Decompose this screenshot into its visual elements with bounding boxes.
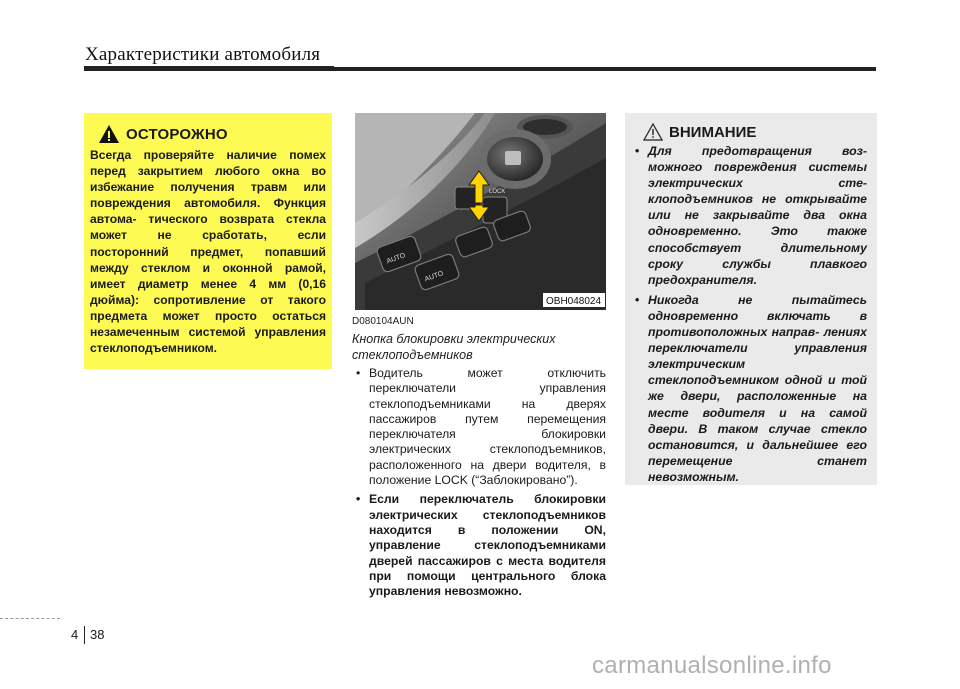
section-caption: D080104AUN (352, 316, 414, 327)
warning-heading: ОСТОРОЖНО (126, 125, 228, 143)
warning-text: Всегда проверяйте наличие помех перед закрытием любого окна во избежание получения травм или повреждения автомобиля. Функция автома- тического возврата стекла может не сработать, если посторонний предмет, попавший между стеклом и оконной рамой, имеет диаметр менее 4 мм (0,16 дюйма): сопротивление от такого предмета может просто остаться незамеченным системой управления стеклоподъемником. (90, 148, 326, 356)
caution-heading: ВНИМАНИЕ (669, 123, 757, 141)
chapter-number: 4 (71, 627, 79, 642)
auto-label-1: AUTO (385, 252, 407, 266)
figure-code: OBH048024 (546, 296, 602, 307)
warning-header (98, 121, 326, 147)
section-title: Кнопка блокировки электрических стеклоподъемников (352, 332, 556, 362)
auto-label-2: AUTO (423, 270, 445, 284)
lock-label: LOCK (489, 189, 506, 195)
body-item-2: • Если переключатель блокировки электрических стеклоподъемников находится в положении ON, управление стеклоподъемниками дверей пассажиров с места водителя при помощи центрального блока управления невозможно. (352, 492, 606, 599)
window-switch-photo (355, 113, 606, 310)
warning-box (84, 113, 332, 369)
warning-triangle-icon (98, 124, 120, 144)
header-title: Характеристики автомобиля (85, 44, 321, 65)
watermark: carmanualsonline.info (592, 652, 832, 679)
header-rule-accent (84, 66, 334, 71)
page-number: 38 (90, 627, 105, 642)
caution-item-1: • Для предотвращения воз- можного повреждения системы электрических сте- клоподъемников не открывайте или не закрывайте два окна одновременно. Это также способствует длительному сроку службы плавкого предохранителя. (635, 143, 867, 288)
caution-header (643, 121, 867, 143)
page-divider (84, 626, 85, 644)
caution-item-2: • Никогда не пытайтесь одновременно включать в противоположных направ- лениях переключатели управления электрическим стеклоподъемником одной и той же двери, расположенные на месте водителя и на самой двери. В таком случае стекло остановится, и дальнейшее его перемещение станет невозможным. (635, 292, 867, 485)
body-item-1: • Водитель может отключить переключатели управления стеклоподъемниками на дверях пассажиров путем перемещения переключателя блокировки электрических стеклоподъемников, расположенного на двери водителя, в положение LOCK (“Заблокировано”). (352, 366, 606, 488)
caution-triangle-icon (643, 123, 663, 141)
section-body (352, 366, 606, 603)
caution-box (625, 113, 877, 485)
caution-list (635, 143, 867, 485)
footer-dashes (0, 618, 60, 619)
